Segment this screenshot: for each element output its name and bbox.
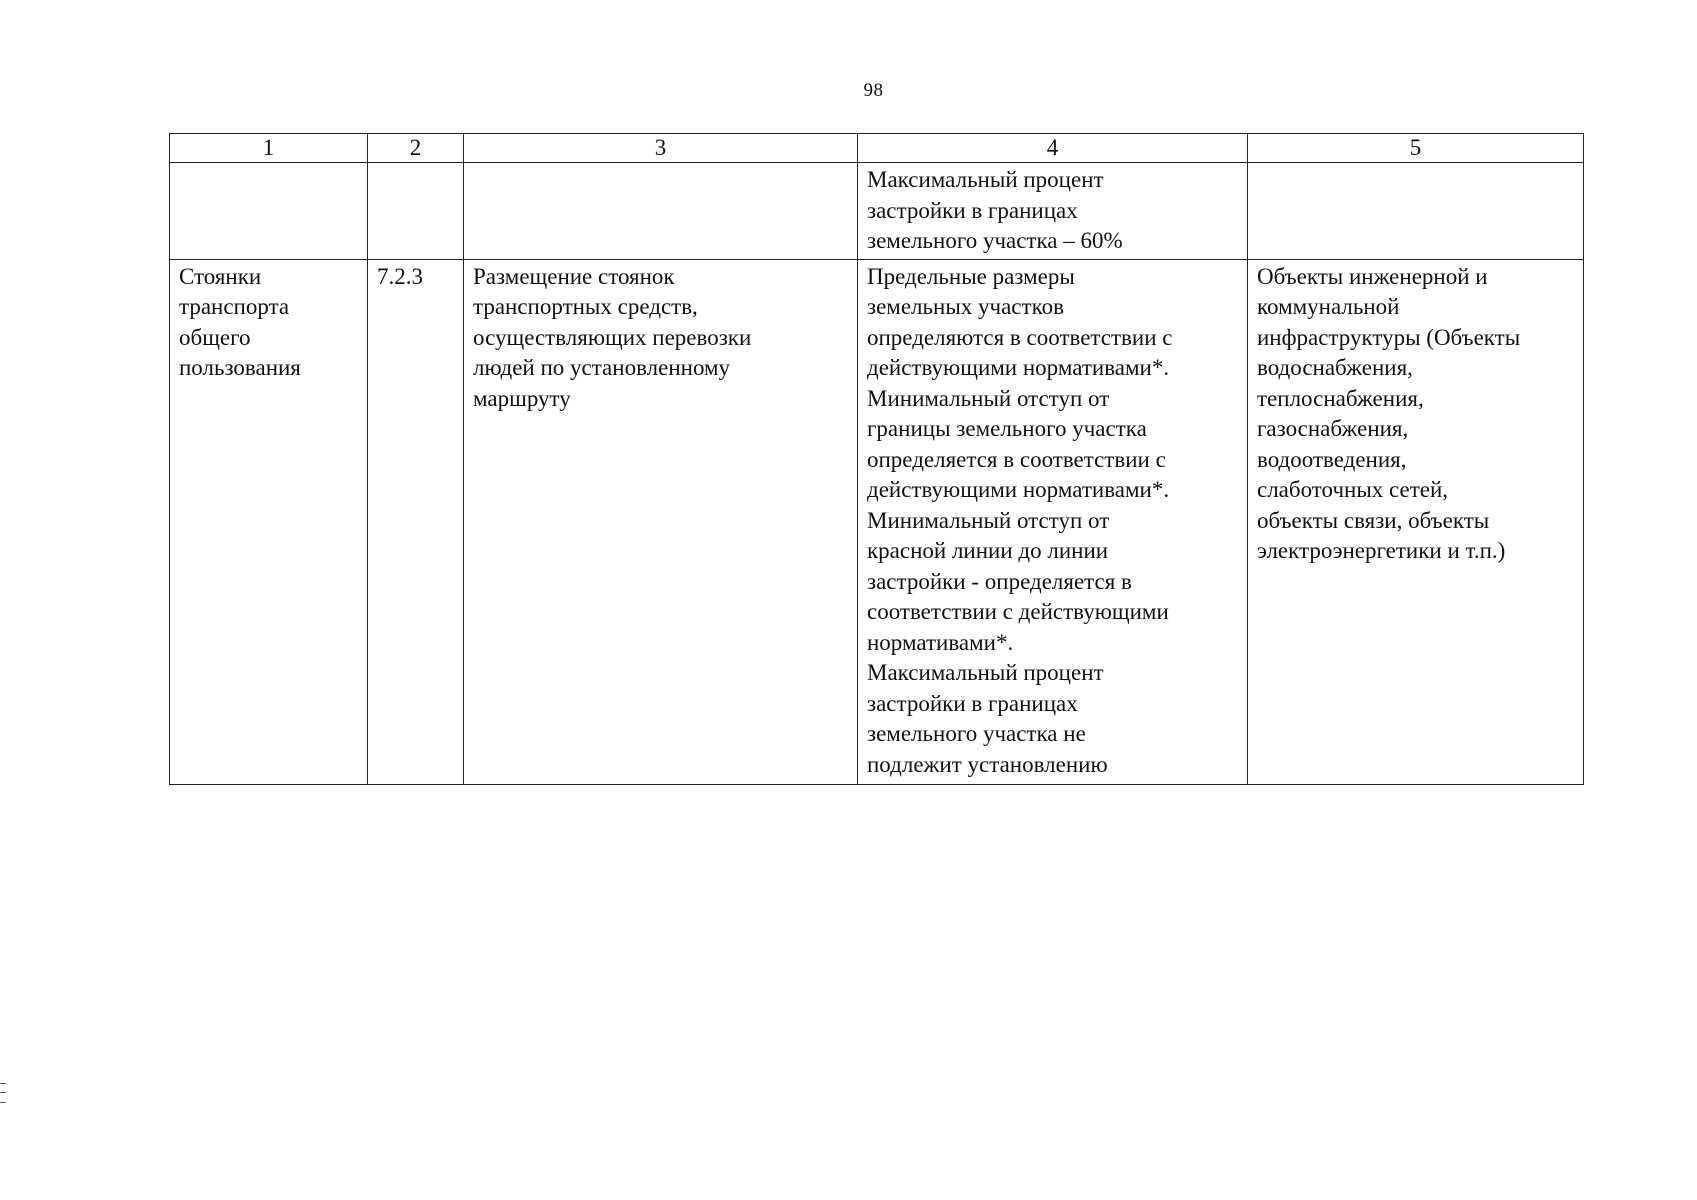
table-cell-name: Стоянки транспорта общего пользования <box>170 259 368 784</box>
table-header-row <box>170 134 1584 163</box>
table-cell-description: Размещение стоянок транспортных средств, осуществляющих перевозки людей по установленному маршруту <box>464 259 858 784</box>
table-cell-description <box>464 163 858 260</box>
header-cell-1: 1 <box>170 134 368 163</box>
table-cell-auxiliary <box>1248 163 1584 260</box>
table-cell-code <box>368 163 464 260</box>
header-cell-3: 3 <box>464 134 858 163</box>
zoning-table <box>169 133 1584 785</box>
table-row <box>170 259 1584 784</box>
header-cell-4: 4 <box>858 134 1248 163</box>
header-cell-2: 2 <box>368 134 464 163</box>
scan-artifact <box>0 1083 6 1103</box>
table-cell-auxiliary: Объекты инженерной и коммунальной инфраструктуры (Объекты водоснабжения, теплоснабжения, газоснабжения, водоотведения, слаботочных сетей, объекты связи, объекты электроэнергетики и т.п.) <box>1248 259 1584 784</box>
table-row <box>170 163 1584 260</box>
page-number: 98 <box>863 80 884 101</box>
table-cell-name <box>170 163 368 260</box>
table-cell-code: 7.2.3 <box>368 259 464 784</box>
table-cell-parameters: Максимальный процент застройки в границах земельного участка – 60% <box>858 163 1248 260</box>
table-cell-parameters: Предельные размеры земельных участков определяются в соответствии с действующими нормативами*. Минимальный отступ от границы земельного участка определяется в соответствии с действующими нормативами*. Минимальный отступ от красной линии до линии застройки - определяется в соответствии с действующими нормативами*. Максимальный процент застройки в границах земельного участка не подлежит установлению <box>858 259 1248 784</box>
header-cell-5: 5 <box>1248 134 1584 163</box>
